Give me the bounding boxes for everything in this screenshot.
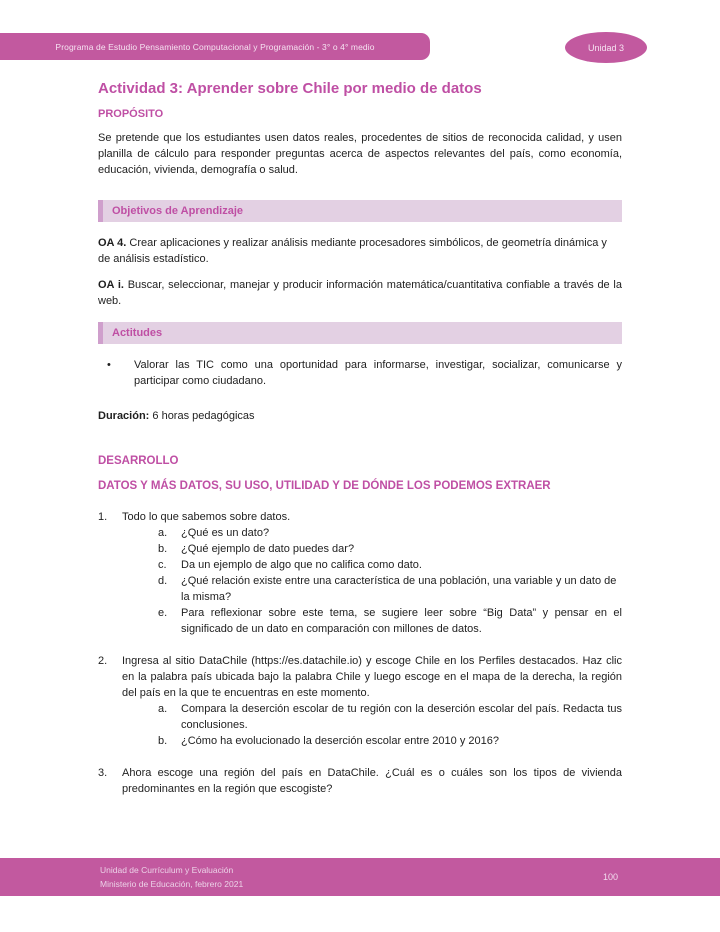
step-body xyxy=(122,653,622,749)
sub-letter: b. xyxy=(158,543,168,555)
step-text: Ahora escoge una región del país en DataChile. ¿Cuál es o cuáles son los tipos de vivienda predominantes en la región que escogiste? xyxy=(122,767,622,795)
content-column xyxy=(98,80,622,797)
sub-text: Compara la deserción escolar de tu región con la deserción escolar del país. Redacta tus conclusiones. xyxy=(181,703,622,731)
sub-item-1b xyxy=(158,541,622,557)
actitudes-bullet-item xyxy=(98,357,622,389)
step-item-1 xyxy=(98,509,622,637)
header-program-bar xyxy=(0,33,430,60)
step-number: 1. xyxy=(98,511,108,523)
sub-text: Da un ejemplo de algo que no califica como dato. xyxy=(181,559,422,571)
step-number: 3. xyxy=(98,767,108,779)
sub-item-1d xyxy=(158,573,622,605)
footer-line1: Unidad de Currículum y Evaluación xyxy=(100,865,234,875)
duracion-label: Duración: xyxy=(98,410,150,422)
oa-label: OA i. xyxy=(98,279,124,291)
proposito-paragraph: Se pretende que los estudiantes usen datos reales, procedentes de sitios de reconocida calidad, y usen planilla de cálculo para responder preguntas acerca de aspectos relevantes del país, como economía, educación, vivienda, demografía o salud. xyxy=(98,132,622,176)
activity-title: Actividad 3: Aprender sobre Chile por medio de datos xyxy=(98,80,482,97)
sub-letter: a. xyxy=(158,527,168,539)
footer-line2: Ministerio de Educación, febrero 2021 xyxy=(100,879,244,889)
sub-item-1e xyxy=(158,605,622,637)
oa-text: Crear aplicaciones y realizar análisis mediante procesadores simbólicos, de geometría dinámica y de análisis estadístico. xyxy=(98,237,607,265)
sub-letter: d. xyxy=(158,575,168,587)
step-text: Todo lo que sabemos sobre datos. xyxy=(122,511,291,523)
duracion-line xyxy=(98,408,622,424)
sub-letter: c. xyxy=(158,559,167,571)
oa-label: OA 4. xyxy=(98,237,127,249)
footer-credits xyxy=(0,863,243,891)
sub-text: ¿Qué relación existe entre una característica de una población, una variable y un dato de la misma? xyxy=(181,575,617,603)
unit-badge-label: Unidad 3 xyxy=(587,42,625,53)
actitudes-bullet-text: Valorar las TIC como una oportunidad para informarse, investigar, socializar, comunicarse y participar como ciudadano. xyxy=(134,359,622,387)
sub-item-2a xyxy=(158,701,622,733)
sub-item-1c xyxy=(158,557,622,573)
step-body xyxy=(122,765,622,797)
sub-text: ¿Cómo ha evolucionado la deserción escolar entre 2010 y 2016? xyxy=(181,735,499,747)
desarrollo-heading: DESARROLLO xyxy=(98,455,179,467)
sub-item-1a xyxy=(158,525,622,541)
sub-text: ¿Qué ejemplo de dato puedes dar? xyxy=(181,543,355,555)
sub-text: ¿Qué es un dato? xyxy=(181,527,270,539)
objetivos-heading: Objetivos de Aprendizaje xyxy=(112,205,244,217)
proposito-heading: PROPÓSITO xyxy=(98,108,164,120)
sub-letter: a. xyxy=(158,703,168,715)
sub-letter: b. xyxy=(158,735,168,747)
page-number: 100 xyxy=(602,872,618,882)
objetivos-section-header xyxy=(98,200,622,222)
unit-badge xyxy=(565,32,647,63)
objetivos-body xyxy=(98,235,622,309)
sub-letter: e. xyxy=(158,607,168,619)
bullet-icon: • xyxy=(107,359,111,371)
duracion-text: 6 horas pedagógicas xyxy=(149,410,255,422)
step-item-2 xyxy=(98,653,622,749)
desarrollo-subheading: DATOS Y MÁS DATOS, SU USO, UTILIDAD Y DE DÓNDE LOS PODEMOS EXTRAER xyxy=(98,480,551,492)
step-number: 2. xyxy=(98,655,108,667)
header-program-label: Programa de Estudio Pensamiento Computacional y Programación - 3° o 4° medio xyxy=(55,41,375,52)
actitudes-heading: Actitudes xyxy=(112,327,163,339)
oa-item xyxy=(98,235,622,267)
oa-item xyxy=(98,277,622,309)
step-body xyxy=(122,509,622,637)
actitudes-section-header xyxy=(98,322,622,344)
step-item-3 xyxy=(98,765,622,797)
oa-text: Buscar, seleccionar, manejar y producir información matemática/cuantitativa confiable a través de la web. xyxy=(98,279,622,307)
sub-text: Para reflexionar sobre este tema, se sugiere leer sobre “Big Data” y pensar en el significado de un dato en comparación con millones de datos. xyxy=(181,607,622,635)
sub-item-2b xyxy=(158,733,622,749)
footer-bar xyxy=(0,858,720,896)
step-text: Ingresa al sitio DataChile (https://es.datachile.io) y escoge Chile en los Perfiles destacados. Haz clic en la palabra país ubicada bajo la palabra Chile y luego escoge en el mapa de la derecha, la región del país en la que te encuentras en este momento. xyxy=(122,655,622,699)
